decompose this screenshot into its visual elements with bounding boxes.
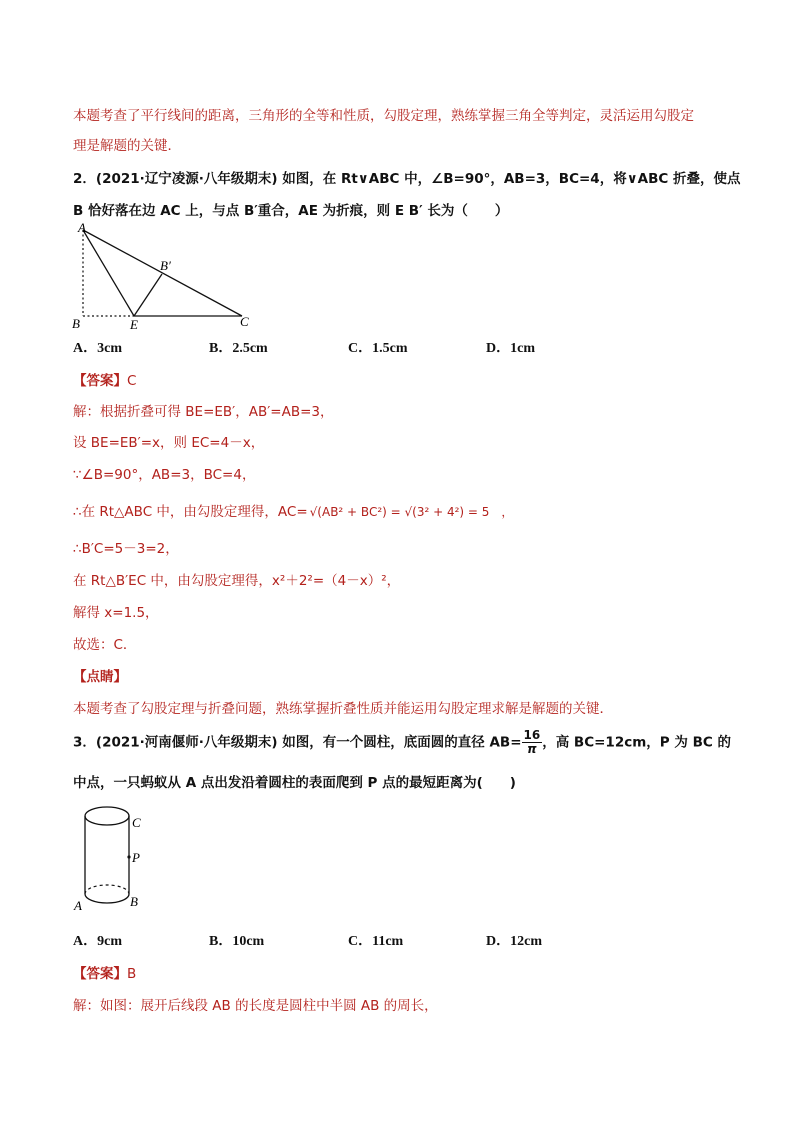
q2-stem-line-2: B 恰好落在边 AC 上，与点 B′重合，AE 为折痕，则 E B′ 长为（ ） [73, 203, 509, 219]
label-a: A [78, 222, 86, 235]
q2-option-b: B．2.5cm [209, 341, 268, 356]
q2-solution-line-8: 故选：C． [73, 637, 137, 653]
q3-option-d: D．12cm [486, 934, 542, 949]
q2-ac-formula: √(AB² + BC²) = √(3² + 4²) = 5 ， [309, 505, 514, 519]
q2-solution-line-5: ∴B′C=5－3=2， [73, 541, 179, 557]
q3-answer-tag: 【答案】 [73, 966, 127, 982]
prev-comment-line-2: 理是解题的关键． [73, 138, 181, 154]
q2-option-c: C．1.5cm [348, 341, 408, 356]
q3-solution: 解：如图：展开后线段 AB 的长度是圆柱中半圆 AB 的周长， [73, 998, 438, 1014]
q2-solution-line-2: 设 BE=EB′=x，则 EC=4－x， [73, 435, 265, 451]
cylinder-top-ellipse [85, 807, 129, 825]
label-b-prime: B′ [160, 258, 171, 273]
q2-option-a: A．3cm [73, 341, 122, 356]
q2-solution-line-4 [73, 500, 513, 520]
ae-fold-line [83, 230, 134, 316]
eb-prime-edge [134, 274, 162, 316]
q2-stem-line-1: 2．(2021·辽宁凌源·八年级期末) 如图，在 Rt∨ABC 中，∠B=90°，AB=3，BC=4，将∨ABC 折叠，使点 [73, 171, 741, 187]
q2-solution-line-7: 解得 x=1.5， [73, 605, 159, 621]
q3-stem-line-1a: 3．(2021·河南偃师·八年级期末) 如图，有一个圆柱，底面圆的直径 AB= [73, 734, 522, 751]
q3-answer [73, 962, 136, 982]
q3-option-a: A．9cm [73, 934, 122, 949]
q2-solution-line-4-text: ∴在 Rt△ABC 中，由勾股定理得，AC= [73, 504, 308, 520]
cylinder-bottom-back [85, 885, 129, 894]
point-p [127, 855, 130, 858]
label-b: B [130, 894, 138, 909]
q2-answer-value: C [127, 373, 137, 389]
q3-option-b: B．10cm [209, 934, 265, 949]
q2-solution-line-1: 解：根据折叠可得 BE=EB′，AB′=AB=3， [73, 404, 334, 420]
q3-stem-line-2: 中点，一只蚂蚁从 A 点出发沿着圆柱的表面爬到 P 点的最短距离为( ) [73, 775, 516, 791]
q2-comment-tag: 【点睛】 [73, 669, 127, 685]
q2-answer-tag: 【答案】 [73, 373, 127, 389]
q3-cylinder-figure [72, 802, 152, 917]
q3-option-c: C．11cm [348, 934, 404, 949]
label-a: A [74, 898, 82, 913]
cylinder-bottom-front [85, 894, 129, 903]
q2-triangle-figure [70, 222, 260, 334]
q2-solution-line-6: 在 Rt△B′EC 中，由勾股定理得，x²＋2²=（4－x）²， [73, 573, 401, 589]
q3-stem-line-1b: ，高 BC=12cm，P 为 BC 的 [542, 734, 731, 751]
q2-answer [73, 369, 136, 389]
label-c: C [132, 815, 141, 830]
q3-frac-denominator: π [527, 742, 537, 756]
prev-comment-line-1: 本题考查了平行线间的距离，三角形的全等和性质，勾股定理，熟练掌握三角全等判定，灵活运用勾股定 [73, 108, 694, 124]
q3-frac-numerator: 16 [523, 728, 541, 742]
label-p: P [132, 850, 140, 865]
label-b: B [72, 316, 80, 331]
label-e: E [130, 317, 138, 332]
q3-diameter-fraction [522, 729, 543, 756]
q2-comment: 本题考查了勾股定理与折叠问题，熟练掌握折叠性质并能运用勾股定理求解是解题的关键． [73, 701, 613, 717]
ac-edge [83, 230, 242, 316]
q3-answer-value: B [127, 966, 137, 982]
q2-option-d: D．1cm [486, 341, 535, 356]
q2-solution-line-3: ∵∠B=90°，AB=3，BC=4， [73, 467, 256, 483]
q3-stem-line-1 [73, 729, 731, 756]
label-c: C [240, 314, 249, 329]
